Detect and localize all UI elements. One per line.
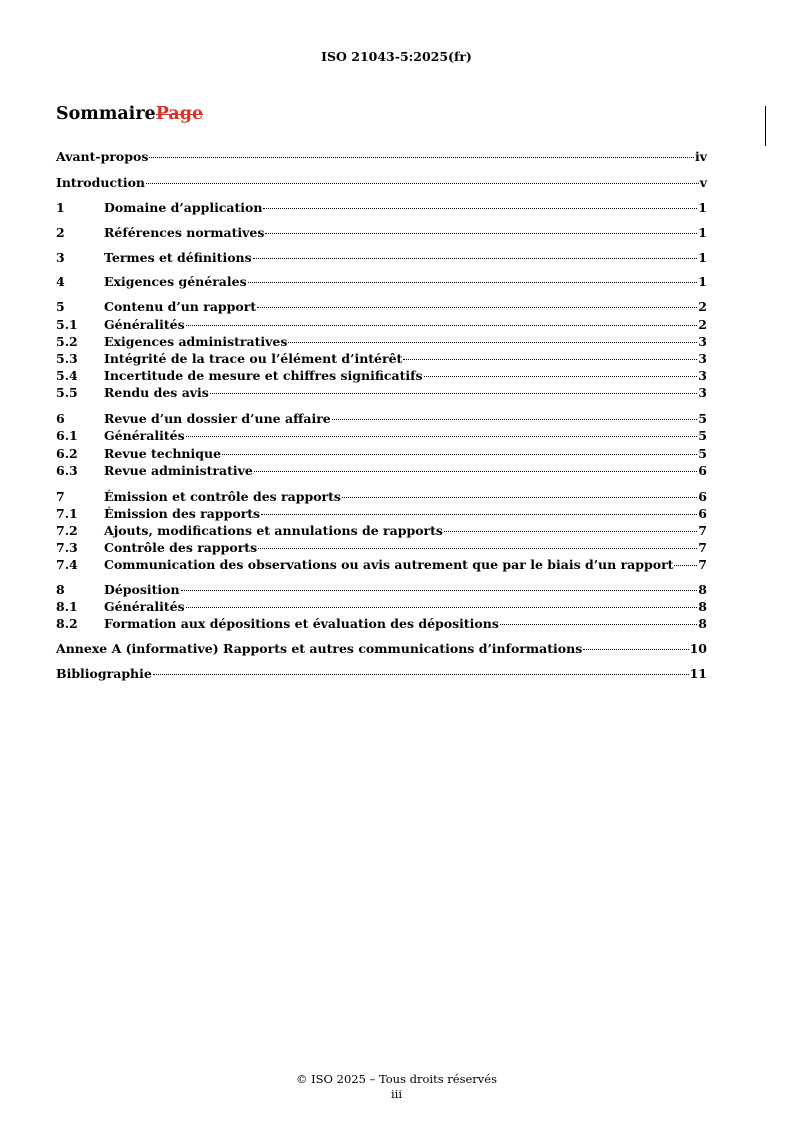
toc-entry[interactable] [56,250,707,266]
dot-leader [222,454,697,455]
toc-entry-label: Généralités [104,428,185,443]
document-header: ISO 21043-5:2025(fr) [321,49,472,64]
copyright-notice: © ISO 2025 – Tous droits réservés [295,1072,497,1086]
toc-entry-page: 5 [698,411,707,426]
toc-entry-number: 5.4 [56,368,78,383]
toc-entry-number: 5.3 [56,351,78,366]
toc-entry-page: 1 [698,200,707,215]
dot-leader [258,548,697,549]
dot-leader [186,607,698,608]
page-footer [0,1072,793,1102]
dot-leader [254,471,697,472]
toc-entry[interactable] [56,299,707,315]
toc-entry[interactable] [56,599,707,615]
toc-entry-number: 2 [56,225,65,240]
toc-entry[interactable] [56,540,707,556]
toc-entry-number: 5 [56,299,65,314]
toc-entry[interactable] [56,411,707,427]
toc-entry-page: 1 [698,250,707,265]
toc-entry-page: 11 [689,666,707,681]
dot-leader [403,359,697,360]
toc-entry-number: 7.2 [56,523,78,538]
toc-entry-label: Généralités [104,599,185,614]
dot-leader [288,342,697,343]
toc-entry[interactable] [56,274,707,290]
dot-leader [265,233,697,234]
dot-leader [332,419,698,420]
toc-entry-page: 1 [698,274,707,289]
change-bar [765,106,766,146]
dot-leader [261,514,697,515]
toc-entry-label: Exigences administratives [104,334,288,349]
dot-leader [210,393,697,394]
toc-entry[interactable] [56,666,707,682]
toc-entry-number: 5.2 [56,334,78,349]
toc-entry-page: 5 [698,428,707,443]
dot-leader [149,157,694,158]
toc-entry-label: Contenu d’un rapport [104,299,257,314]
toc-entry-number: 8.1 [56,599,78,614]
toc-title-text: Sommaire [56,104,156,124]
dot-leader [186,325,698,326]
dot-leader [342,497,697,498]
toc-entry-number: 4 [56,274,65,289]
toc-entry[interactable] [56,557,707,573]
toc-entry-page: 7 [698,523,707,538]
toc-entry-number: 5.5 [56,385,78,400]
toc-entry-page: 7 [698,557,707,572]
dot-leader [248,282,698,283]
toc-entry[interactable] [56,200,707,216]
toc-entry-number: 3 [56,250,65,265]
toc-entry[interactable] [56,582,707,598]
toc-entry-page: 8 [698,616,707,631]
toc-entry[interactable] [56,175,707,191]
toc-entry-label: Généralités [104,317,185,332]
toc-entry-page: 6 [698,506,707,521]
dot-leader [263,208,697,209]
toc-entry-number: 8.2 [56,616,78,631]
toc-entry-number: 6 [56,411,65,426]
toc-entry-label: Revue administrative [104,463,253,478]
toc-entry-number: 6.1 [56,428,78,443]
toc-entry-page: 6 [698,489,707,504]
toc-entry-label: Émission et contrôle des rapports [104,489,341,504]
toc-entry-label: Bibliographie [56,666,152,681]
toc-entry-label: Déposition [104,582,180,597]
dot-leader [186,436,698,437]
toc-entry[interactable] [56,317,707,333]
toc-entry[interactable] [56,523,707,539]
dot-leader [424,376,698,377]
dot-leader [583,649,688,650]
toc-entry-label: Avant-propos [56,149,149,164]
toc-entry-label: Contrôle des rapports [104,540,258,555]
toc-entry-page: 2 [698,317,707,332]
toc-entry[interactable] [56,385,707,401]
toc-entry-number: 1 [56,200,65,215]
toc-entry-number: 7.4 [56,557,78,572]
dot-leader [257,307,697,308]
toc-entry-page: 3 [698,385,707,400]
toc-entry-page: 1 [698,225,707,240]
toc-entry-number: 5.1 [56,317,78,332]
toc-entry-page: 10 [689,641,707,656]
toc-entry-label: Incertitude de mesure et chiffres significatifs [104,368,423,383]
toc-entry-page: 2 [698,299,707,314]
toc-entry[interactable] [56,334,707,350]
toc-title [56,104,203,124]
toc-entry-page: 3 [698,351,707,366]
toc-entry-number: 7.1 [56,506,78,521]
toc-entry[interactable] [56,616,707,632]
toc-entry-number: 6.2 [56,446,78,461]
toc-entry-page: 8 [698,582,707,597]
toc-entry[interactable] [56,641,707,657]
dot-leader [153,674,689,675]
toc-entry-label: Introduction [56,175,146,190]
toc-entry-label: Revue technique [104,446,222,461]
toc-entry-label: Exigences générales [104,274,247,289]
toc-entry-label: Termes et définitions [104,250,252,265]
toc-entry-number: 8 [56,582,65,597]
toc-entry-label: Annexe A (informative) Rapports et autres communications d’informations [56,641,583,656]
toc-entry-label: Intégrité de la trace ou l’élément d’intérêt [104,351,403,366]
toc-entry-page: 6 [698,463,707,478]
toc-entry-label: Ajouts, modifications et annulations de rapports [104,523,443,538]
toc-entry[interactable] [56,428,707,444]
toc-entry-page: 7 [698,540,707,555]
toc-entry-page: 5 [698,446,707,461]
toc-entry-page: iv [694,149,707,164]
dot-leader [253,258,698,259]
dot-leader [500,624,697,625]
dot-leader [444,531,697,532]
toc-entry-page: 3 [698,368,707,383]
page-number: iii [390,1087,403,1101]
toc-entry[interactable] [56,463,707,479]
toc-entry-page: 8 [698,599,707,614]
toc-entry[interactable] [56,489,707,505]
toc-entry-label: Communication des observations ou avis autrement que par le biais d’un rapport [104,557,674,572]
toc-entry-number: 7.3 [56,540,78,555]
toc-entry[interactable] [56,368,707,384]
toc-entry-label: Émission des rapports [104,506,261,521]
dot-leader [146,183,699,184]
toc-entry[interactable] [56,446,707,462]
toc-entry[interactable] [56,225,707,241]
toc-entry-label: Références normatives [104,225,265,240]
toc-entry[interactable] [56,351,707,367]
toc-title-deleted: Page [155,104,204,124]
toc-entry-label: Domaine d’application [104,200,263,215]
toc-entry[interactable] [56,506,707,522]
toc-entry-number: 6.3 [56,463,78,478]
toc-entry-label: Rendu des avis [104,385,209,400]
toc-entry-number: 7 [56,489,65,504]
dot-leader [674,565,697,566]
toc-entry-page: v [699,175,707,190]
dot-leader [181,590,698,591]
toc-entry-page: 3 [698,334,707,349]
toc-entry[interactable] [56,149,707,165]
toc-entry-label: Formation aux dépositions et évaluation des dépositions [104,616,499,631]
toc-entry-label: Revue d’un dossier d’une affaire [104,411,331,426]
